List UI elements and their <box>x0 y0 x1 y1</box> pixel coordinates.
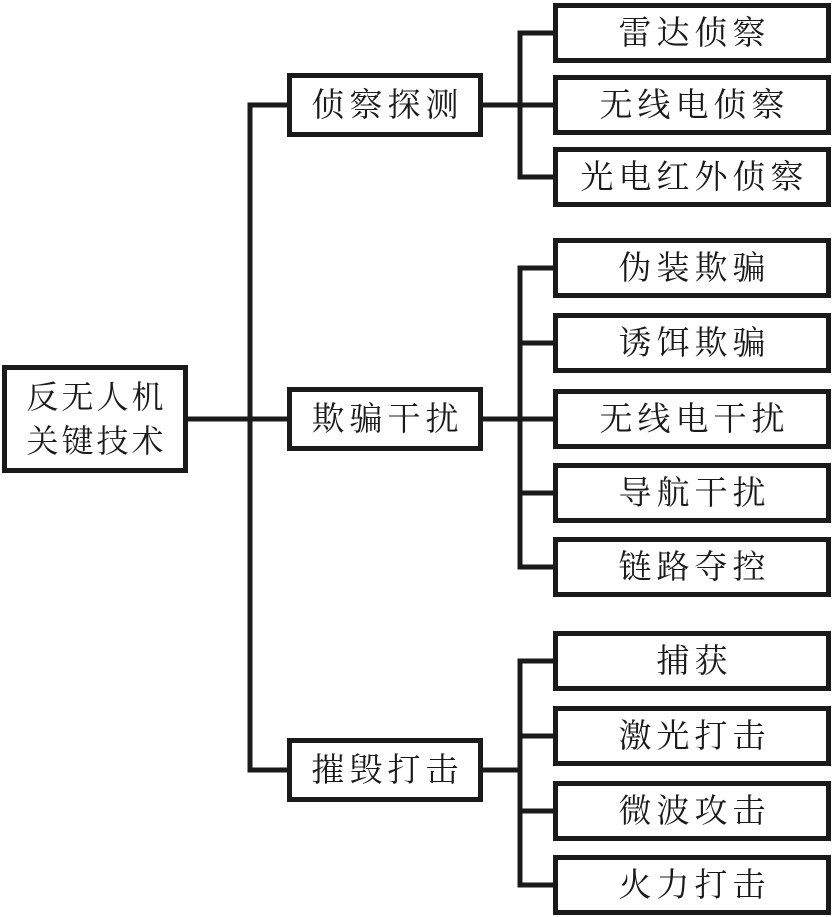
node-leaf-navigation-jamming: 导航干扰 <box>553 463 831 523</box>
node-leaf-capture: 捕获 <box>553 631 831 691</box>
node-leaf-radar-recon: 雷达侦察 <box>553 3 831 63</box>
node-root <box>2 365 188 473</box>
node-root-line1: 反无人机 <box>26 377 167 416</box>
node-leaf-radio-recon: 无线电侦察 <box>553 75 831 135</box>
node-leaf-firepower-strike: 火力打击 <box>553 855 831 915</box>
node-leaf-eo-ir-recon: 光电红外侦察 <box>553 147 831 207</box>
node-leaf-camouflage-deception: 伪装欺骗 <box>553 238 831 298</box>
node-branch-reconnaissance-detection: 侦察探测 <box>287 73 483 137</box>
node-branch-deception-jamming: 欺骗干扰 <box>287 387 483 451</box>
node-leaf-decoy-deception: 诱饵欺骗 <box>553 313 831 373</box>
node-leaf-link-takeover: 链路夺控 <box>553 537 831 597</box>
node-leaf-laser-strike: 激光打击 <box>553 706 831 766</box>
node-leaf-radio-jamming: 无线电干扰 <box>553 389 831 449</box>
node-branch-destroy-strike: 摧毁打击 <box>287 738 483 802</box>
node-root-line2: 关键技术 <box>26 422 167 460</box>
node-leaf-microwave-attack: 微波攻击 <box>553 781 831 841</box>
